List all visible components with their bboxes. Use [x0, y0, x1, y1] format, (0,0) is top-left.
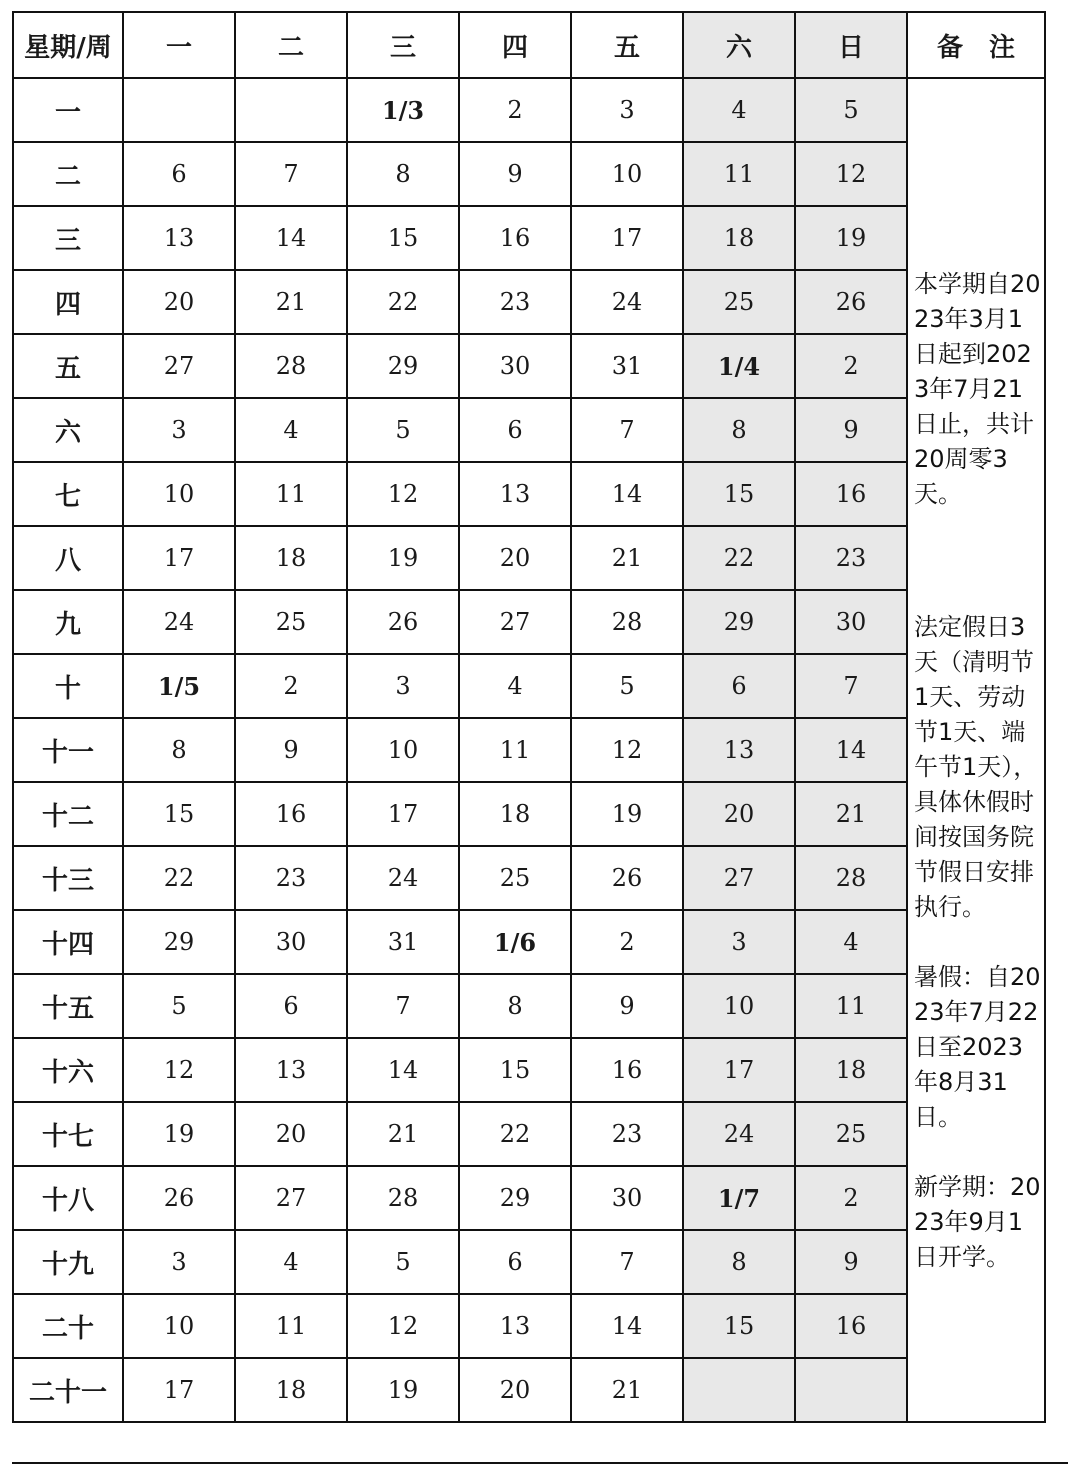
week-row	[13, 1294, 1045, 1358]
day-cell: 22	[683, 526, 795, 590]
week-row	[13, 1102, 1045, 1166]
day-cell: 15	[459, 1038, 571, 1102]
day-cell: 11	[235, 1294, 347, 1358]
day-cell: 19	[571, 782, 683, 846]
summer-note: 暑假：自2023年7月22日至2023年8月31日。	[914, 963, 1041, 1131]
day-cell: 17	[347, 782, 459, 846]
day-cell: 17	[683, 1038, 795, 1102]
day-cell: 7	[235, 142, 347, 206]
day-cell: 9	[795, 1230, 907, 1294]
day-cell: 3	[347, 654, 459, 718]
day-cell: 22	[123, 846, 235, 910]
week-label: 九	[13, 590, 123, 654]
week-label: 四	[13, 270, 123, 334]
day-cell: 6	[683, 654, 795, 718]
day-cell: 23	[571, 1102, 683, 1166]
note-spacer	[914, 1135, 1042, 1170]
day-cell: 7	[795, 654, 907, 718]
note-spacer	[914, 512, 1042, 610]
day-cell: 4	[795, 910, 907, 974]
day-cell: 4	[683, 78, 795, 142]
day-cell: 2	[571, 910, 683, 974]
day-cell: 25	[683, 270, 795, 334]
day-cell: 30	[571, 1166, 683, 1230]
day-cell: 29	[123, 910, 235, 974]
week-row	[13, 334, 1045, 398]
day-cell: 6	[459, 398, 571, 462]
day-cell	[683, 1358, 795, 1422]
day-cell	[235, 78, 347, 142]
day-cell: 13	[459, 1294, 571, 1358]
day-cell: 7	[571, 1230, 683, 1294]
day-cell: 23	[459, 270, 571, 334]
day-cell: 10	[123, 462, 235, 526]
day-cell: 13	[459, 462, 571, 526]
day-cell: 13	[235, 1038, 347, 1102]
week-label: 八	[13, 526, 123, 590]
day-cell: 7	[571, 398, 683, 462]
day-cell: 5	[123, 974, 235, 1038]
day-header-sat: 六	[683, 12, 795, 78]
week-row	[13, 270, 1045, 334]
day-cell: 3	[123, 398, 235, 462]
day-cell: 20	[235, 1102, 347, 1166]
day-cell	[123, 78, 235, 142]
week-label: 二	[13, 142, 123, 206]
week-row	[13, 782, 1045, 846]
day-cell: 10	[123, 1294, 235, 1358]
day-cell: 21	[795, 782, 907, 846]
week-label: 十九	[13, 1230, 123, 1294]
day-cell: 18	[459, 782, 571, 846]
day-cell: 5	[571, 654, 683, 718]
day-cell: 19	[795, 206, 907, 270]
day-cell: 11	[683, 142, 795, 206]
day-cell: 25	[235, 590, 347, 654]
day-cell: 27	[683, 846, 795, 910]
day-cell: 6	[235, 974, 347, 1038]
day-cell: 16	[795, 462, 907, 526]
day-cell: 24	[683, 1102, 795, 1166]
day-cell: 5	[795, 78, 907, 142]
day-header-mon: 一	[123, 12, 235, 78]
day-cell: 16	[459, 206, 571, 270]
week-label: 十二	[13, 782, 123, 846]
day-cell: 11	[459, 718, 571, 782]
week-label: 三	[13, 206, 123, 270]
week-label: 十八	[13, 1166, 123, 1230]
day-cell: 3	[683, 910, 795, 974]
day-cell: 5	[347, 1230, 459, 1294]
day-cell: 3	[571, 78, 683, 142]
day-cell: 26	[571, 846, 683, 910]
day-cell: 31	[347, 910, 459, 974]
day-cell: 3	[123, 1230, 235, 1294]
week-label: 五	[13, 334, 123, 398]
day-header-thu: 四	[459, 12, 571, 78]
week-label: 十七	[13, 1102, 123, 1166]
day-cell: 21	[347, 1102, 459, 1166]
day-cell: 29	[683, 590, 795, 654]
day-cell: 10	[571, 142, 683, 206]
day-cell: 14	[571, 1294, 683, 1358]
new-term-note: 新学期：2023年9月1日开学。	[914, 1173, 1041, 1271]
note-spacer	[914, 925, 1042, 960]
day-cell: 30	[235, 910, 347, 974]
day-cell: 11	[795, 974, 907, 1038]
day-cell: 12	[123, 1038, 235, 1102]
day-cell: 9	[459, 142, 571, 206]
day-cell: 15	[123, 782, 235, 846]
day-cell: 25	[795, 1102, 907, 1166]
day-header-wed: 三	[347, 12, 459, 78]
day-cell: 14	[795, 718, 907, 782]
day-cell: 20	[683, 782, 795, 846]
day-cell: 10	[683, 974, 795, 1038]
day-cell: 23	[795, 526, 907, 590]
semester-note: 本学期自2023年3月1日起到2023年7月21日止，共计20周零3天。	[914, 270, 1041, 508]
day-cell: 15	[347, 206, 459, 270]
week-row	[13, 1038, 1045, 1102]
week-label: 十一	[13, 718, 123, 782]
day-cell: 5	[347, 398, 459, 462]
day-cell: 16	[571, 1038, 683, 1102]
day-cell: 1/5	[123, 654, 235, 718]
week-row	[13, 78, 1045, 142]
day-cell: 16	[235, 782, 347, 846]
week-row	[13, 206, 1045, 270]
header-row	[13, 12, 1045, 78]
day-cell: 16	[795, 1294, 907, 1358]
day-cell: 28	[235, 334, 347, 398]
day-cell: 11	[235, 462, 347, 526]
day-cell: 22	[459, 1102, 571, 1166]
day-cell: 28	[795, 846, 907, 910]
week-label: 十三	[13, 846, 123, 910]
day-cell: 18	[683, 206, 795, 270]
day-cell: 9	[235, 718, 347, 782]
day-cell: 18	[795, 1038, 907, 1102]
day-cell: 6	[123, 142, 235, 206]
week-row	[13, 654, 1045, 718]
day-cell: 18	[235, 1358, 347, 1422]
day-cell: 8	[683, 1230, 795, 1294]
day-cell: 9	[795, 398, 907, 462]
day-cell: 22	[347, 270, 459, 334]
day-cell: 24	[123, 590, 235, 654]
notes-header: 备 注	[907, 12, 1045, 78]
day-cell: 20	[459, 1358, 571, 1422]
day-cell: 28	[571, 590, 683, 654]
day-cell: 1/3	[347, 78, 459, 142]
day-header-sun: 日	[795, 12, 907, 78]
day-cell: 14	[235, 206, 347, 270]
day-cell: 24	[347, 846, 459, 910]
day-cell: 4	[459, 654, 571, 718]
day-cell: 27	[459, 590, 571, 654]
week-label: 二十	[13, 1294, 123, 1358]
day-cell: 10	[347, 718, 459, 782]
day-cell: 17	[571, 206, 683, 270]
week-label: 六	[13, 398, 123, 462]
day-cell: 8	[459, 974, 571, 1038]
day-cell: 12	[795, 142, 907, 206]
week-row	[13, 1166, 1045, 1230]
calendar-table	[12, 11, 1046, 1423]
day-cell: 9	[571, 974, 683, 1038]
notes-cell	[907, 78, 1045, 1422]
day-cell: 30	[459, 334, 571, 398]
day-cell: 8	[347, 142, 459, 206]
day-cell: 19	[347, 526, 459, 590]
day-cell: 26	[347, 590, 459, 654]
day-cell: 17	[123, 1358, 235, 1422]
week-row	[13, 398, 1045, 462]
week-row	[13, 718, 1045, 782]
day-cell: 4	[235, 398, 347, 462]
week-row	[13, 910, 1045, 974]
day-cell: 20	[123, 270, 235, 334]
day-cell: 21	[571, 526, 683, 590]
day-cell: 28	[347, 1166, 459, 1230]
day-header-tue: 二	[235, 12, 347, 78]
day-cell: 21	[571, 1358, 683, 1422]
day-cell: 19	[347, 1358, 459, 1422]
day-cell: 2	[795, 1166, 907, 1230]
day-cell: 31	[571, 334, 683, 398]
week-label: 十四	[13, 910, 123, 974]
day-cell: 15	[683, 462, 795, 526]
day-cell: 1/4	[683, 334, 795, 398]
week-label: 十五	[13, 974, 123, 1038]
week-label: 十六	[13, 1038, 123, 1102]
day-cell: 25	[459, 846, 571, 910]
day-cell: 27	[235, 1166, 347, 1230]
holiday-note: 法定假日3天（清明节1天、劳动节1天、端午节1天），具体休假时间按国务院节假日安排执行。	[914, 613, 1038, 921]
day-cell: 13	[123, 206, 235, 270]
day-cell: 21	[235, 270, 347, 334]
day-cell: 6	[459, 1230, 571, 1294]
day-cell: 15	[683, 1294, 795, 1358]
day-cell: 18	[235, 526, 347, 590]
day-cell: 8	[683, 398, 795, 462]
day-cell: 12	[347, 462, 459, 526]
day-cell: 29	[347, 334, 459, 398]
week-row	[13, 462, 1045, 526]
week-row	[13, 1230, 1045, 1294]
day-cell: 1/7	[683, 1166, 795, 1230]
day-cell: 24	[571, 270, 683, 334]
day-cell	[795, 1358, 907, 1422]
week-row	[13, 846, 1045, 910]
day-cell: 13	[683, 718, 795, 782]
day-cell: 19	[123, 1102, 235, 1166]
week-row	[13, 590, 1045, 654]
day-cell: 2	[459, 78, 571, 142]
day-cell: 29	[459, 1166, 571, 1230]
day-cell: 17	[123, 526, 235, 590]
day-cell: 30	[795, 590, 907, 654]
weeks-body	[13, 78, 1045, 1422]
day-cell: 14	[571, 462, 683, 526]
day-cell: 26	[795, 270, 907, 334]
day-cell: 12	[571, 718, 683, 782]
day-cell: 2	[795, 334, 907, 398]
day-cell: 1/6	[459, 910, 571, 974]
week-label: 十	[13, 654, 123, 718]
day-cell: 8	[123, 718, 235, 782]
day-cell: 7	[347, 974, 459, 1038]
week-row	[13, 526, 1045, 590]
week-label: 一	[13, 78, 123, 142]
day-header-fri: 五	[571, 12, 683, 78]
day-cell: 4	[235, 1230, 347, 1294]
week-row	[13, 142, 1045, 206]
day-cell: 26	[123, 1166, 235, 1230]
day-cell: 23	[235, 846, 347, 910]
week-label: 七	[13, 462, 123, 526]
bottom-rule	[12, 1462, 1068, 1464]
week-row	[13, 1358, 1045, 1422]
week-row	[13, 974, 1045, 1038]
week-label: 二十一	[13, 1358, 123, 1422]
day-cell: 12	[347, 1294, 459, 1358]
day-cell: 14	[347, 1038, 459, 1102]
day-cell: 20	[459, 526, 571, 590]
semester-calendar	[12, 11, 1046, 1423]
day-cell: 27	[123, 334, 235, 398]
day-cell: 2	[235, 654, 347, 718]
corner-header: 星期/周	[13, 12, 123, 78]
